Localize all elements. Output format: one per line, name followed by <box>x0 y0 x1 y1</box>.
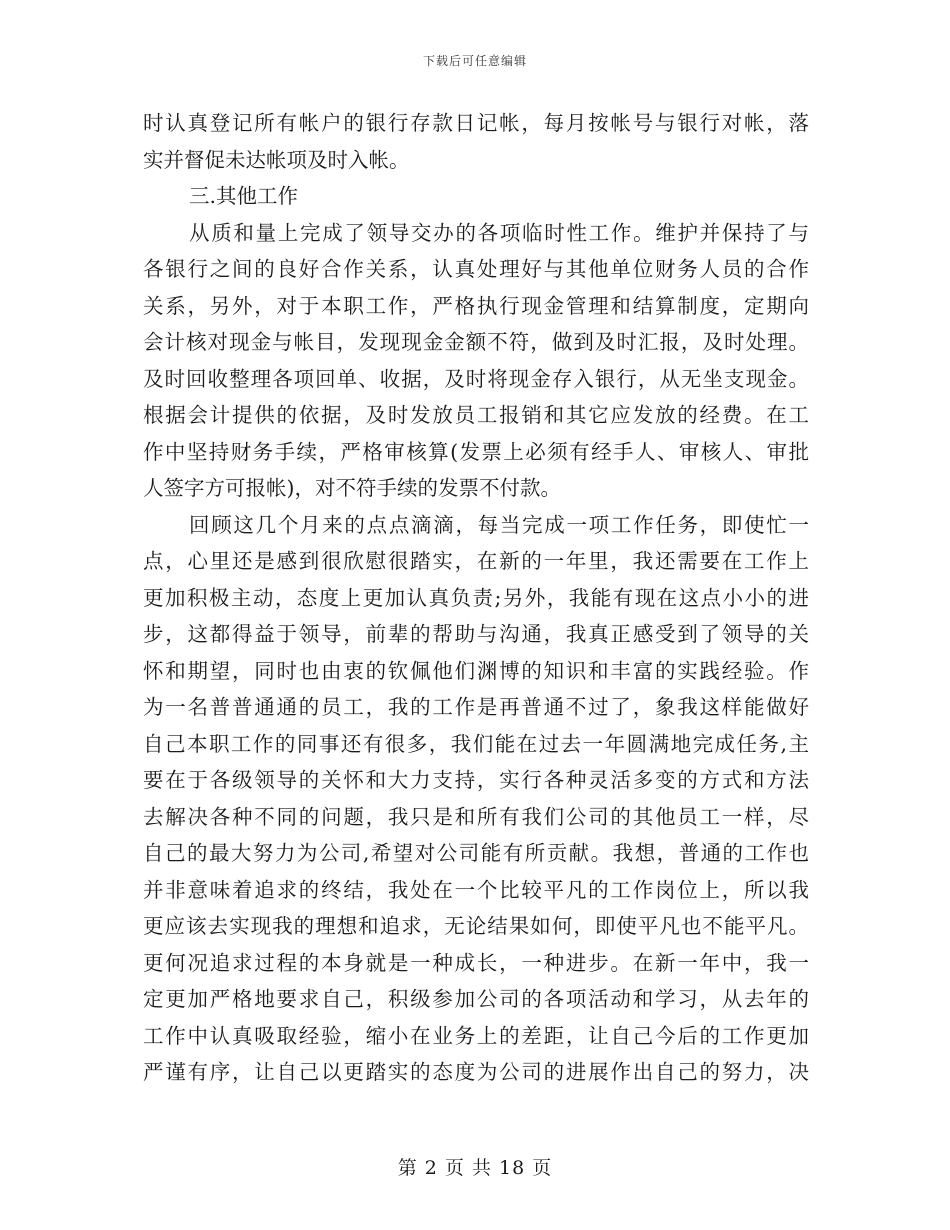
page-number-footer: 第 2 页 共 18 页 <box>397 1157 553 1179</box>
text-line: 自己的最大努力为公司,希望对公司能有所贡献。我想，普通的工作也 <box>143 841 809 865</box>
text-line: 自己本职工作的同事还有很多，我们能在过去一年圆满地完成任务,主 <box>143 731 809 756</box>
text-line: 更何况追求过程的本身就是一种成长，一种进步。在新一年中，我一 <box>143 950 809 975</box>
document-body <box>143 105 809 1091</box>
text-line: 点，心里还是感到很欣慰很踏实，在新的一年里，我还需要在工作上 <box>143 549 809 573</box>
text-line: 步，这都得益于领导，前辈的帮助与沟通，我真正感受到了领导的关 <box>143 622 809 646</box>
text-line: 各银行之间的良好合作关系，认真处理好与其他单位财务人员的合作 <box>143 257 809 281</box>
text-line: 实并督促未达帐项及时入帐。 <box>143 147 410 172</box>
text-line: 怀和期望，同时也由衷的钦佩他们渊博的知识和丰富的实践经验。作 <box>143 658 809 683</box>
text-line: 要在于各级领导的关怀和大力支持，实行各种灵活多变的方式和方法 <box>143 768 809 792</box>
text-line: 更加积极主动，态度上更加认真负责;另外，我能有现在这点小小的进 <box>143 585 809 610</box>
page-header: 下载后可任意编辑 <box>422 54 527 68</box>
text-line: 根据会计提供的依据，及时发放员工报销和其它应发放的经费。在工 <box>143 403 809 427</box>
text-line: 时认真登记所有帐户的银行存款日记帐，每月按帐号与银行对帐，落 <box>143 111 809 135</box>
text-line: 作中坚持财务手续，严格审核算(发票上必须有经手人、审核人、审批 <box>143 439 809 464</box>
text-line: 工作中认真吸取经验，缩小在业务上的差距，让自己今后的工作更加 <box>143 1023 809 1048</box>
text-line: 更应该去实现我的理想和追求，无论结果如何，即使平凡也不能平凡。 <box>143 914 809 938</box>
text-line: 人签字方可报帐)，对不符手续的发票不付款。 <box>143 476 561 500</box>
text-line: 会计核对现金与帐目，发现现金金额不符，做到及时汇报，及时处理。 <box>143 330 809 354</box>
text-line: 定更加严格地要求自己，积级参加公司的各项活动和学习，从去年的 <box>143 987 809 1011</box>
text-line: 为一名普普通通的员工，我的工作是再普通不过了，象我这样能做好 <box>143 695 809 719</box>
text-line: 回顾这几个月来的点点滴滴，每当完成一项工作任务，即使忙一 <box>189 512 809 537</box>
text-line: 从质和量上完成了领导交办的各项临时性工作。维护并保持了与 <box>189 220 809 245</box>
section-heading: 三.其他工作 <box>189 184 299 208</box>
text-line: 及时回收整理各项回单、收据，及时将现金存入银行，从无坐支现金。 <box>143 366 809 391</box>
text-line: 去解决各种不同的问题，我只是和所有我们公司的其他员工一样，尽 <box>143 804 809 829</box>
text-line: 并非意味着追求的终结，我处在一个比较平凡的工作岗位上，所以我 <box>143 877 809 902</box>
text-line: 关系，另外，对于本职工作，严格执行现金管理和结算制度，定期向 <box>143 293 809 318</box>
text-line: 严谨有序，让自己以更踏实的态度为公司的进展作出自己的努力，决 <box>143 1060 809 1084</box>
